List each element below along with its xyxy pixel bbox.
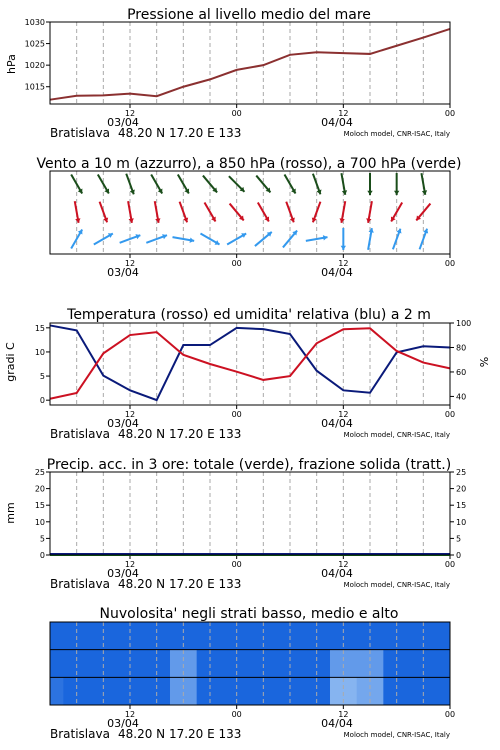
date-label: 03/04 [107,567,139,580]
wind-arrow-head [367,191,372,195]
x-tick-label: 12 [338,710,349,719]
date-label: 03/04 [107,717,139,730]
y-tick-label: 100 [456,319,472,328]
wind-arrow-10m [393,229,402,250]
x-tick-label: 00 [444,109,456,118]
y-tick-label: 20 [456,484,467,494]
date-label: 04/04 [321,116,353,129]
cloud-cell [50,622,64,650]
wind-arrow-10m [341,228,346,250]
cloud-cell [50,677,64,705]
y-tick-label: 15 [34,501,45,511]
date-label: 04/04 [321,417,353,430]
x-tick-label: 12 [338,410,349,419]
precip-title: Precip. acc. in 3 ore: totale (verde), frazione solida (tratt.) [46,457,452,473]
date-label: 04/04 [321,266,353,279]
x-tick-label: 00 [444,410,456,419]
x-tick-label: 00 [231,410,242,419]
wind-arrow-10m [71,229,82,248]
location-name: Bratislava [50,427,110,441]
y-tick-label: 0 [39,551,45,560]
pressure-ylabel: hPa [5,54,18,74]
x-tick-label: 00 [444,560,456,569]
wind-arrow-700hpa [151,174,162,193]
wind-arrow-10m [368,228,374,250]
wind-arrow-700hpa [341,173,347,195]
temperature-title: Temperatura (rosso) ed umidita' relativa (blu) a 2 m [67,307,431,323]
model-credit: Moloch model, CNR-ISAC, Italy [343,581,450,589]
date-label: 04/04 [321,717,353,730]
wind-arrow-850hpa [128,201,134,223]
humidity-line [50,325,450,400]
x-tick-label: 00 [231,710,242,719]
wind-arrow-head [394,191,399,195]
wind-panel [36,156,461,279]
wind-arrow-850hpa [366,201,372,223]
x-tick-label: 00 [231,109,242,118]
x-tick-label: 00 [231,259,242,268]
x-tick-label: 12 [124,259,136,268]
wind-arrow-10m [420,229,429,250]
x-tick-label: 12 [338,259,349,268]
wind-arrow-850hpa [205,202,216,221]
wind-arrow-850hpa [312,202,321,223]
location-coords: 48.20 N 17.20 E 133 [118,126,242,140]
y-tick-label: 1020 [24,61,45,71]
wind-arrow-700hpa [126,174,135,195]
wind-arrow-850hpa [180,202,189,223]
humidity-ylabel: % [478,356,491,368]
x-tick-label: 12 [124,560,136,569]
y-tick-label: 40 [456,392,467,402]
pressure-line [50,29,450,100]
pressure-panel [5,7,455,140]
precip-ylabel: mm [4,502,17,524]
cloud-cell [50,650,64,678]
date-label: 04/04 [321,567,353,580]
y-tick-label: 5 [39,372,45,382]
y-tick-label: 15 [34,323,45,333]
x-tick-label: 00 [444,259,456,268]
location-coords: 48.20 N 17.20 E 133 [118,427,242,441]
wind-arrow-850hpa [155,201,161,223]
location-name: Bratislava [50,126,110,140]
y-tick-label: 25 [34,468,45,477]
y-tick-label: 1025 [24,39,45,49]
wind-arrow-850hpa [258,202,269,221]
y-tick-label: 0 [39,396,45,406]
x-tick-label: 12 [338,560,349,569]
plot-frame [50,171,450,254]
y-tick-label: 80 [456,343,467,353]
wind-arrow-700hpa [313,174,322,195]
temperature-ylabel: gradi C [4,342,17,382]
precip-panel [4,457,466,591]
x-tick-label: 12 [124,410,136,419]
y-tick-label: 5 [39,534,45,544]
pressure-title: Pressione al livello medio del mare [127,7,371,23]
wind-arrow-850hpa [391,202,402,221]
y-tick-label: 20 [34,484,45,494]
wind-arrow-850hpa [100,202,109,223]
date-label: 03/04 [107,116,139,129]
date-label: 03/04 [107,266,139,279]
y-tick-label: 10 [34,347,45,357]
x-tick-label: 00 [444,710,456,719]
y-tick-label: 5 [456,534,462,544]
y-tick-label: 60 [456,367,467,377]
wind-title: Vento a 10 m (azzurro), a 850 hPa (rosso), a 700 hPa (verde) [36,156,462,172]
wind-arrow-700hpa [98,174,109,193]
wind-arrow-850hpa [286,202,295,223]
wind-arrow-850hpa [75,201,81,223]
y-tick-label: 10 [456,517,467,527]
wind-arrow-850hpa [340,201,346,223]
model-credit: Moloch model, CNR-ISAC, Italy [343,130,450,138]
location-name: Bratislava [50,727,110,741]
y-tick-label: 0 [456,551,462,560]
x-tick-label: 12 [124,710,136,719]
model-credit: Moloch model, CNR-ISAC, Italy [343,731,450,739]
y-tick-label: 10 [34,517,45,527]
x-tick-label: 00 [231,560,242,569]
wind-arrow-700hpa [421,173,427,195]
wind-arrow-700hpa [394,173,399,195]
y-tick-label: 1015 [24,82,45,92]
y-tick-label: 25 [456,468,467,477]
temperature-panel [4,307,491,441]
y-tick-label: 15 [456,501,467,511]
wind-arrow-700hpa [367,173,372,195]
location-coords: 48.20 N 17.20 E 133 [118,577,242,591]
location-name: Bratislava [50,577,110,591]
wind-arrow-700hpa [285,174,296,193]
wind-arrow-700hpa [178,174,189,193]
cloud-panel [50,606,455,741]
model-credit: Moloch model, CNR-ISAC, Italy [343,431,450,439]
plot-frame [50,22,450,104]
wind-arrow-700hpa [71,174,82,193]
plot-frame [50,472,450,555]
cloud-cell [437,622,450,705]
y-tick-label: 1030 [24,18,45,27]
date-label: 03/04 [107,417,139,430]
x-tick-label: 12 [124,109,136,118]
wind-arrow-head [341,246,346,250]
x-tick-label: 12 [338,109,349,118]
cloud-title: Nuvolosita' negli strati basso, medio e alto [99,606,399,622]
location-coords: 48.20 N 17.20 E 133 [118,727,242,741]
